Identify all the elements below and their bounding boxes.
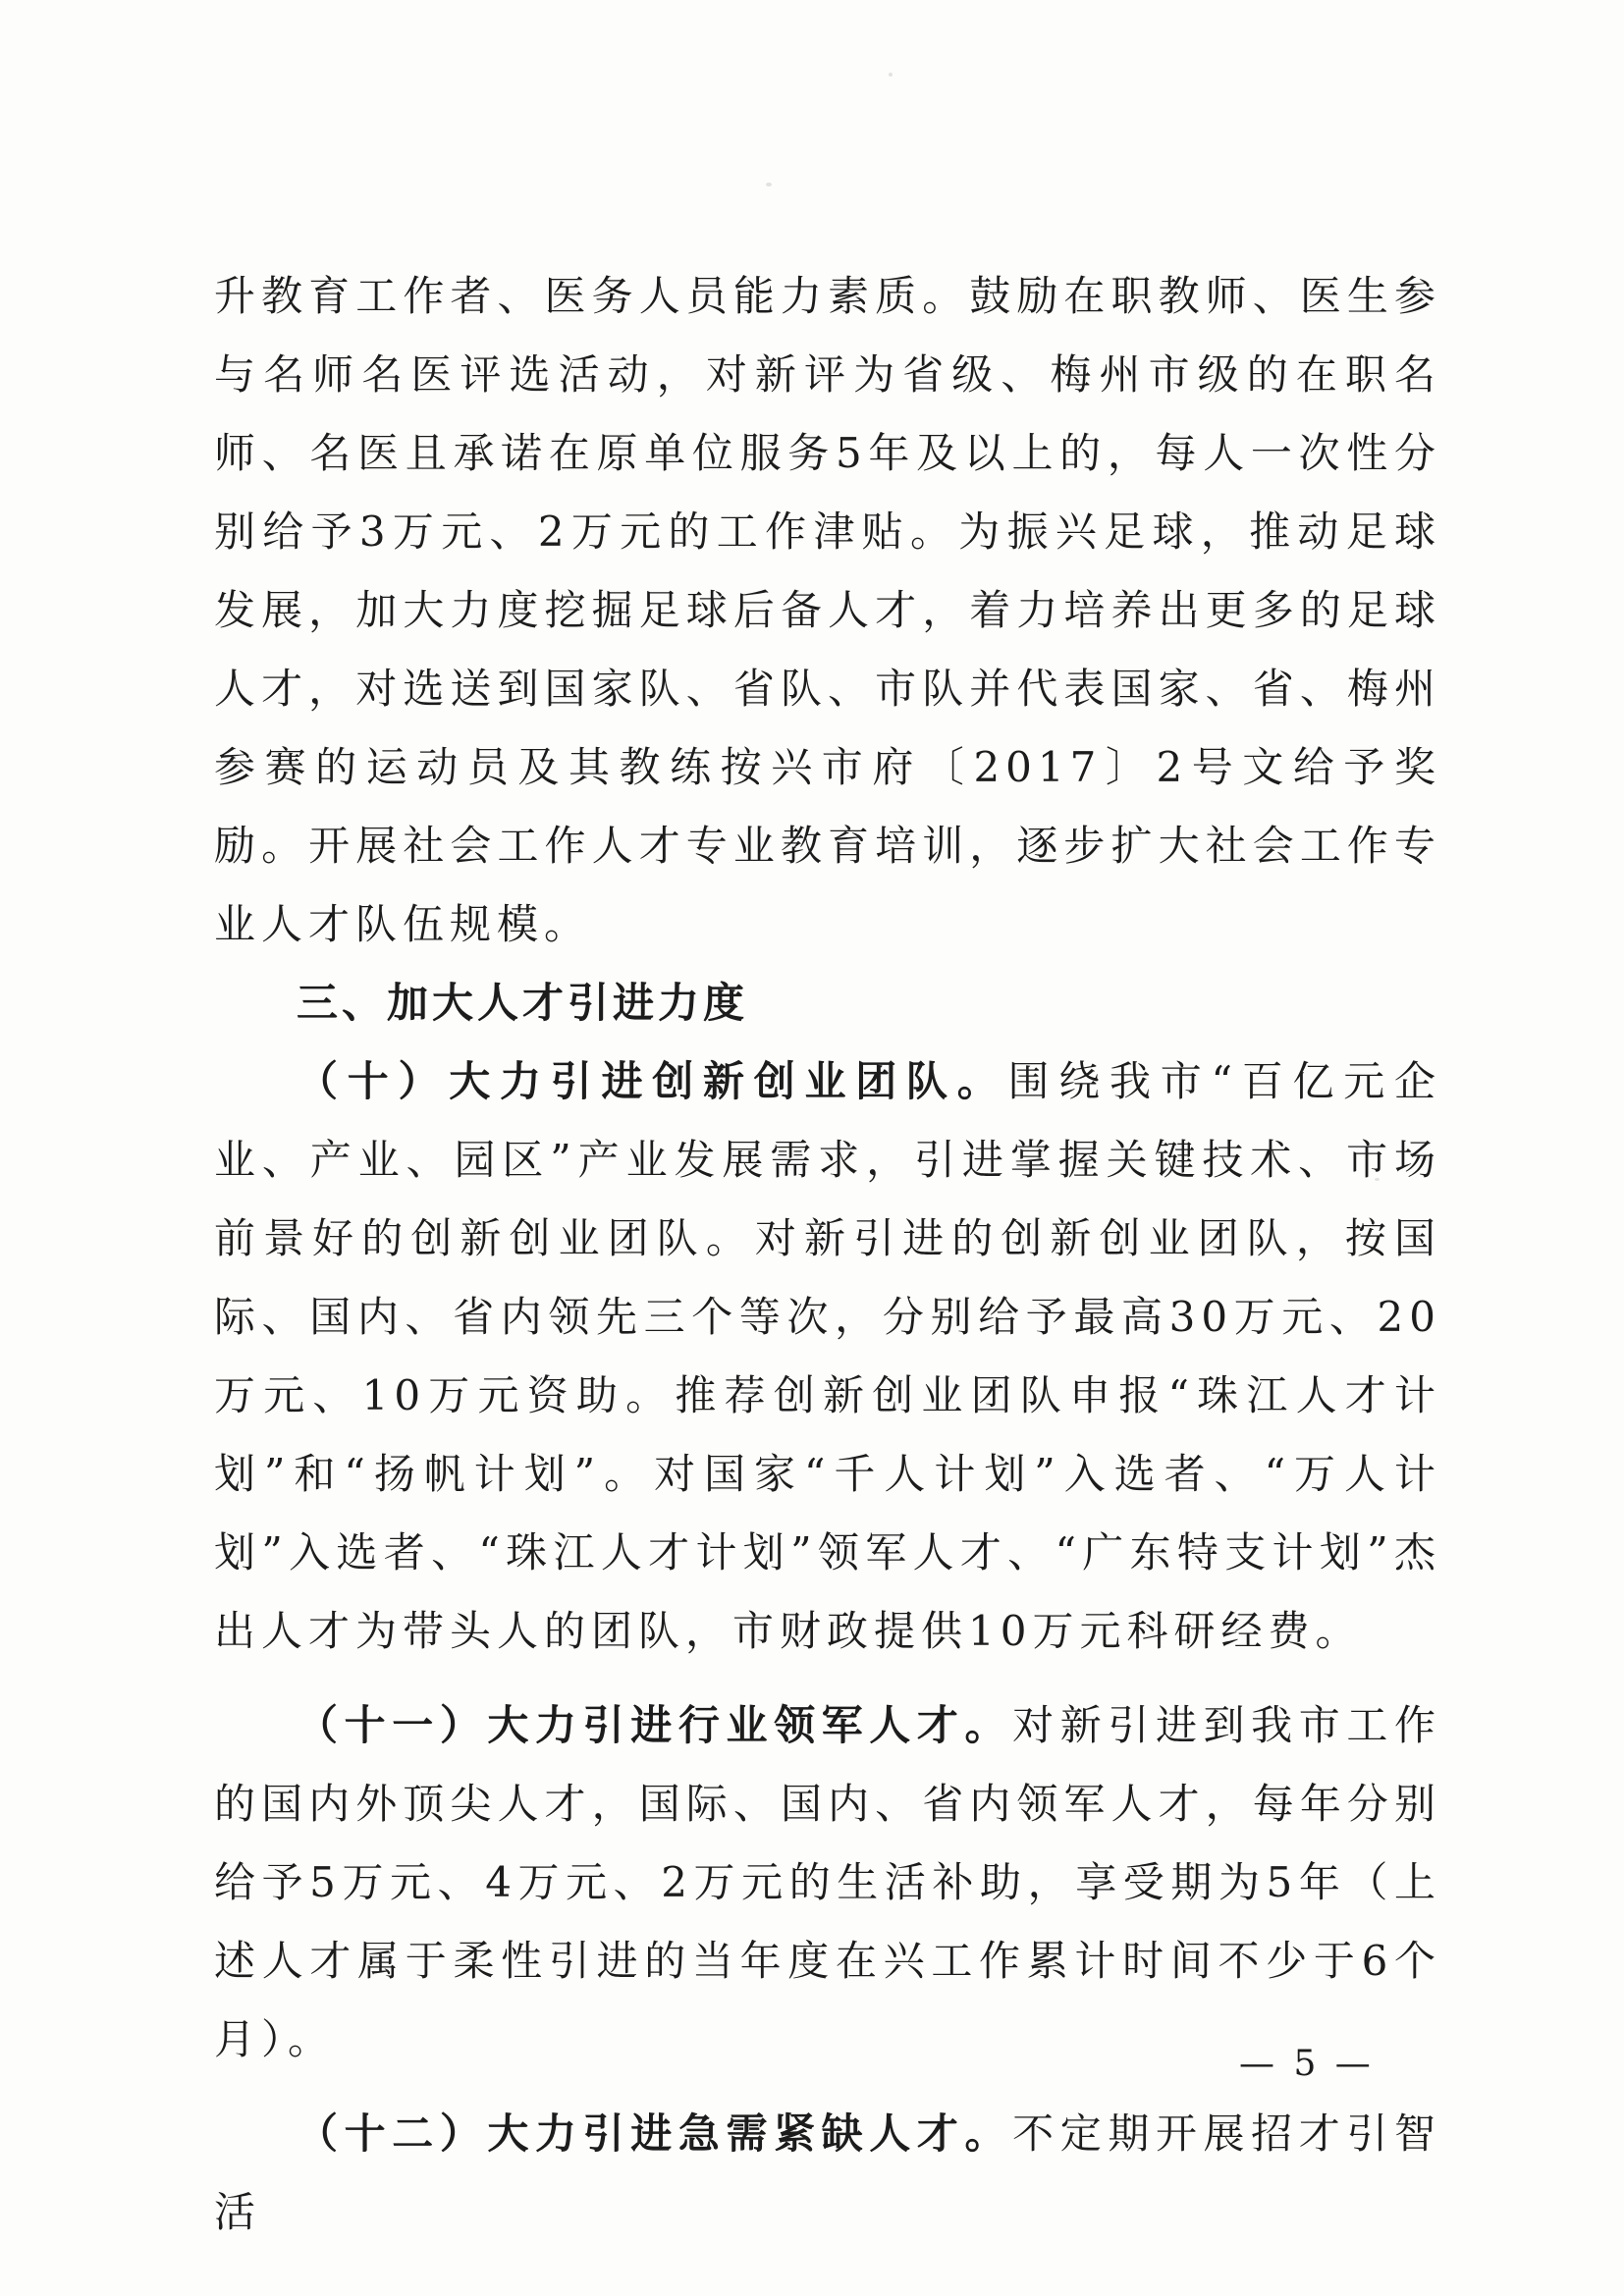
- item-11-lead: （十一）大力引进行业领军人才。: [297, 1701, 1013, 1749]
- section-heading: 三、加大人才引进力度: [297, 979, 749, 1027]
- page-number: — 5 —: [1239, 2044, 1375, 2084]
- item-12-body: 不定期开展招才引智活: [214, 2109, 1441, 2236]
- scan-speck: [766, 183, 772, 187]
- item-10-paragraph: [214, 1042, 1441, 1671]
- scan-speck: [889, 73, 893, 77]
- item-10-body: 围绕我市“百亿元企业、产业、园区”产业发展需求，引进掌握关键技术、市场前景好的创新创业团队。对新引进的创新创业团队，按国际、国内、省内领先三个等次，分别给予最高30万元、20万元、10万元资助。推荐创新创业团队申报“珠江人才计划”和“扬帆计划”。对国家“千人计划”入选者、“万人计划”入选者、“珠江人才计划”领军人才、“广东特支计划”杰出人才为带头人的团队，市财政提供10万元科研经费。: [214, 1057, 1441, 1655]
- paragraph-continuation: 升教育工作者、医务人员能力素质。鼓励在职教师、医生参与名师名医评选活动，对新评为省级、梅州市级的在职名师、名医且承诺在原单位服务5年及以上的，每人一次性分别给予3万元、2万元的工作津贴。为振兴足球，推动足球发展，加大力度挖掘足球后备人才，着力培养出更多的足球人才，对选送到国家队、省队、市队并代表国家、省、梅州参赛的运动员及其教练按兴市府〔2017〕2号文给予奖励。开展社会工作人才专业教育培训，逐步扩大社会工作专业人才队伍规模。: [214, 272, 1441, 948]
- item-11-body: 对新引进到我市工作的国内外顶尖人才，国际、国内、省内领军人才，每年分别给予5万元、4万元、2万元的生活补助，享受期为5年（上述人才属于柔性引进的当年度在兴工作累计时间不少于6个月）。: [214, 1701, 1441, 2063]
- item-10-lead: （十）大力引进创新创业团队。: [297, 1057, 1008, 1105]
- item-11-paragraph: [214, 1686, 1441, 2079]
- item-12-lead: （十二）大力引进急需紧缺人才。: [297, 2109, 1013, 2158]
- body-text: [214, 257, 1441, 2252]
- item-12-paragraph: [214, 2095, 1441, 2252]
- paragraph-gap: [214, 1671, 1441, 1686]
